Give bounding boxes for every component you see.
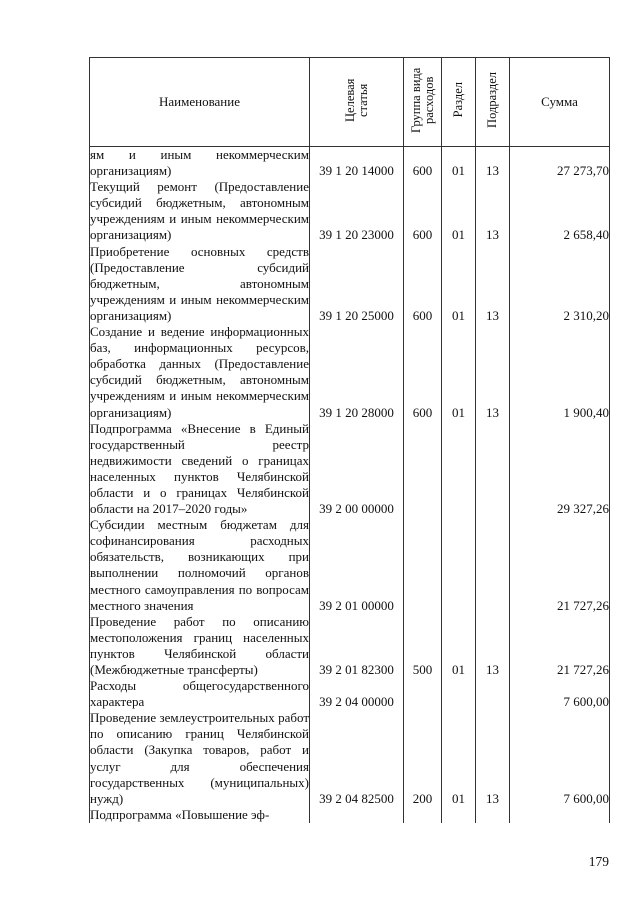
header-sum: Сумма	[510, 58, 610, 147]
page-number: 179	[588, 854, 609, 869]
cell-sum: 2 658,40	[510, 179, 610, 243]
cell-section	[442, 807, 476, 823]
cell-sum: 1 900,40	[510, 324, 610, 421]
cell-name: Подпрограмма «Внесение в Единый государственный реестр недвижимости сведений о границах населенных пунктов Челябинской области и о границах Челябинской области на 2017–2020 годы»	[90, 420, 309, 517]
table-row	[90, 421, 610, 518]
cell-name: Подпрограмма «Повышение эф-	[90, 807, 310, 823]
cell-section: 01	[442, 324, 476, 421]
table-row	[90, 324, 610, 421]
header-group: Группа вида расходов	[404, 58, 442, 147]
cell-sum: 7 600,00	[510, 678, 610, 710]
cell-group	[404, 517, 442, 614]
table-header-row	[90, 58, 610, 147]
cell-group: 600	[404, 179, 442, 243]
table-body	[90, 147, 610, 823]
cell-section: 01	[442, 147, 476, 180]
header-section: Раздел	[442, 58, 476, 147]
cell-section: 01	[442, 710, 476, 807]
table-row	[90, 710, 610, 807]
cell-name: Субсидии местным бюджетам для софинансирования расходных обязательств, возникающих при выполнении полномочий органов местного самоуправления по вопросам местного значения	[90, 517, 309, 613]
budget-table	[89, 57, 610, 823]
cell-name: Проведение работ по описанию местоположения границ населенных пунктов Челябинской области (Межбюджетные трансферты)	[90, 613, 309, 677]
cell-name: Проведение землеустроительных работ по описанию границ Челябинской области (Закупка товаров, работ и услуг для обеспечения государственных (муниципальных) нужд)	[90, 710, 309, 806]
cell-group: 500	[404, 614, 442, 678]
cell-subsection	[476, 421, 510, 518]
cell-section: 01	[442, 614, 476, 678]
header-target: Целевая статья	[310, 58, 404, 147]
cell-subsection	[476, 678, 510, 710]
cell-group: 600	[404, 244, 442, 324]
cell-code: 39 1 20 14000	[310, 147, 404, 180]
header-subsection: Подраздел	[476, 58, 510, 147]
cell-group: 200	[404, 710, 442, 807]
table-row	[90, 678, 610, 710]
cell-name: Приобретение основных средств (Предоставление субсидий бюджетным, автономным учреждениям и иным некоммерческим организациям)	[90, 243, 309, 323]
cell-subsection	[476, 807, 510, 823]
header-name: Наименование	[90, 58, 310, 147]
cell-code: 39 2 01 82300	[310, 614, 404, 678]
cell-group: 600	[404, 147, 442, 180]
cell-code: 39 2 04 00000	[310, 678, 404, 710]
cell-sum: 21 727,26	[510, 517, 610, 614]
cell-section: 01	[442, 179, 476, 243]
cell-group	[404, 807, 442, 823]
cell-subsection: 13	[476, 244, 510, 324]
cell-section: 01	[442, 244, 476, 324]
cell-subsection: 13	[476, 179, 510, 243]
cell-group: 600	[404, 324, 442, 421]
cell-sum: 21 727,26	[510, 614, 610, 678]
table-row	[90, 807, 610, 823]
cell-name: ям и иным некоммерческим организациям)	[90, 147, 309, 179]
cell-group	[404, 421, 442, 518]
cell-sum	[510, 807, 610, 823]
cell-group	[404, 678, 442, 710]
cell-code: 39 1 20 25000	[310, 244, 404, 324]
cell-code: 39 1 20 28000	[310, 324, 404, 421]
cell-code: 39 2 00 00000	[310, 421, 404, 518]
cell-sum: 29 327,26	[510, 421, 610, 518]
cell-name: Создание и ведение информационных баз, информационных ресурсов, обработка данных (Предоставление субсидий бюджетным, автономным учреждениям и иным некоммерческим организациям)	[90, 324, 309, 420]
cell-sum: 7 600,00	[510, 710, 610, 807]
cell-sum: 2 310,20	[510, 244, 610, 324]
table-row	[90, 517, 610, 614]
table-row	[90, 614, 610, 678]
cell-name: Текущий ремонт (Предоставление субсидий бюджетным, автономным учреждениям и иным некоммерческим организациям)	[90, 179, 309, 243]
table-row	[90, 147, 610, 180]
cell-section	[442, 421, 476, 518]
cell-code: 39 2 04 82500	[310, 710, 404, 807]
cell-code: 39 1 20 23000	[310, 179, 404, 243]
table-row	[90, 244, 610, 324]
cell-subsection	[476, 517, 510, 614]
cell-subsection: 13	[476, 710, 510, 807]
cell-subsection: 13	[476, 147, 510, 180]
cell-code: 39 2 01 00000	[310, 517, 404, 614]
cell-sum: 27 273,70	[510, 147, 610, 180]
cell-code	[310, 807, 404, 823]
cell-section	[442, 517, 476, 614]
cell-subsection: 13	[476, 324, 510, 421]
table-row	[90, 179, 610, 243]
cell-section	[442, 678, 476, 710]
cell-name: Расходы общегосударственного характера	[90, 678, 309, 710]
cell-subsection: 13	[476, 614, 510, 678]
